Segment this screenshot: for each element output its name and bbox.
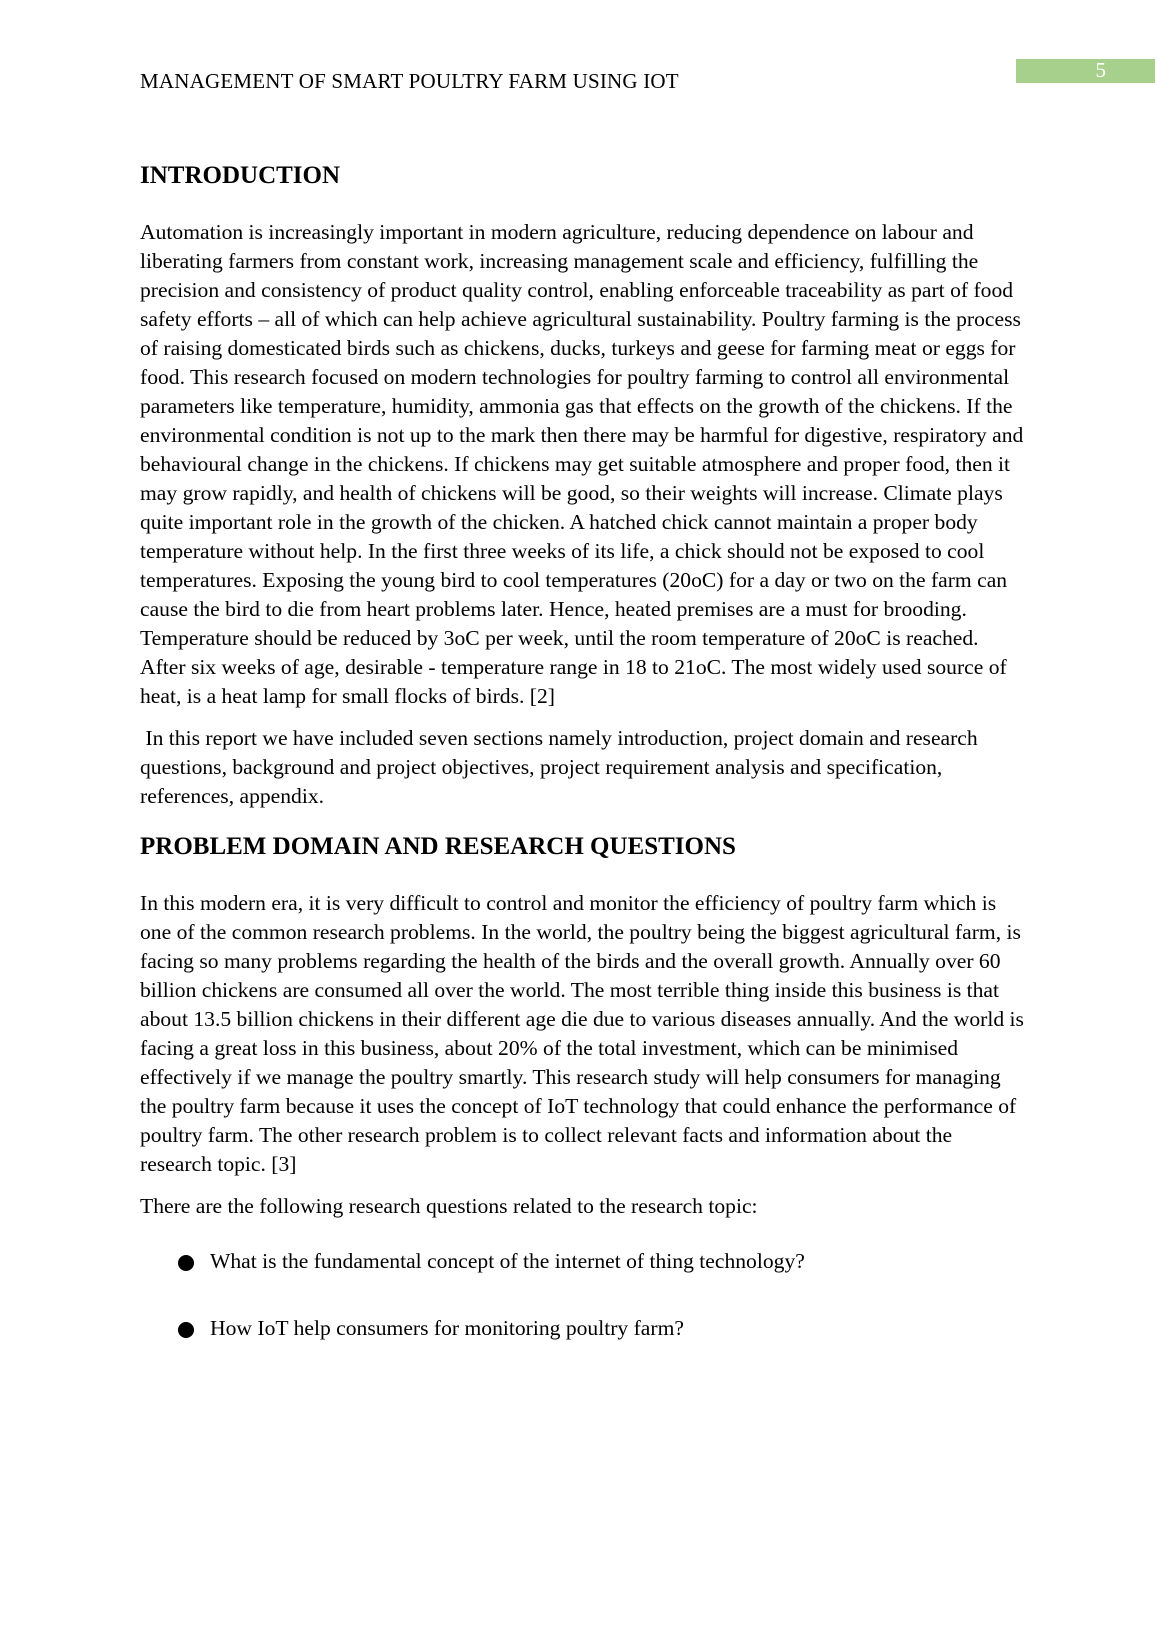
page-number-badge: [1016, 59, 1155, 83]
research-questions-intro: There are the following research questions related to the research topic:: [140, 1194, 758, 1218]
problem-domain-paragraph-1: In this modern era, it is very difficult to control and monitor the efficiency of poultry farm which is one of the common research problems. In the world, the poultry being the biggest agricultural farm, is facing so many problems regarding the health of the birds and the overall growth. Annually over 60 billion chickens are consumed all over the world. The most terrible thing inside this business is that about 13.5 billion chickens in their different age die due to various diseases annually. And the world is facing a great loss in this business, about 20% of the total investment, which can be minimised effectively if we manage the poultry smartly. This research study will help consumers for managing the poultry farm because it uses the concept of IoT technology that could enhance the performance of poultry farm. The other research problem is to collect relevant facts and information about the research topic. [3]: [140, 891, 1024, 1176]
list-item: [140, 1314, 1025, 1343]
list-item: [140, 1247, 1025, 1276]
research-questions-list: [140, 1247, 1025, 1343]
document-body: [140, 160, 1025, 1343]
running-header-title: MANAGEMENT OF SMART POULTRY FARM USING IOT: [140, 69, 679, 93]
list-item-text: How IoT help consumers for monitoring poultry farm?: [210, 1316, 684, 1340]
introduction-heading: INTRODUCTION: [140, 162, 341, 189]
list-item-text: What is the fundamental concept of the internet of thing technology?: [210, 1249, 805, 1273]
problem-domain-heading: PROBLEM DOMAIN AND RESEARCH QUESTIONS: [140, 833, 736, 860]
introduction-paragraph-2: In this report we have included seven sections namely introduction, project domain and research questions, background and project objectives, project requirement analysis and specification, references, appendix.: [140, 726, 984, 808]
page-number: 5: [1095, 58, 1106, 82]
bullet-icon: [178, 1255, 194, 1271]
introduction-paragraph-1: Automation is increasingly important in modern agriculture, reducing dependence on labour and liberating farmers from constant work, increasing management scale and efficiency, fulfilling the precision and consistency of product quality control, enabling enforceable traceability as part of food safety efforts – all of which can help achieve agricultural sustainability. Poultry farming is the process of raising domesticated birds such as chickens, ducks, turkeys and geese for farming meat or eggs for food. This research focused on modern technologies for poultry farming to control all environmental parameters like temperature, humidity, ammonia gas that effects on the growth of the chickens. If the environmental condition is not up to the mark then there may be harmful for digestive, respiratory and behavioural change in the chickens. If chickens may get suitable atmosphere and proper food, then it may grow rapidly, and health of chickens will be good, so their weights will increase. Climate plays quite important role in the growth of the chicken. A hatched chick cannot maintain a proper body temperature without help. In the first three weeks of its life, a chick should not be exposed to cool temperatures. Exposing the young bird to cool temperatures (20oC) for a day or two on the farm can cause the bird to die from heart problems later. Hence, heated premises are a must for brooding. Temperature should be reduced by 3oC per week, until the room temperature of 20oC is reached. After six weeks of age, desirable - temperature range in 18 to 21oC. The most widely used source of heat, is a heat lamp for small flocks of birds. [2]: [140, 220, 1024, 708]
bullet-icon: [178, 1322, 194, 1338]
